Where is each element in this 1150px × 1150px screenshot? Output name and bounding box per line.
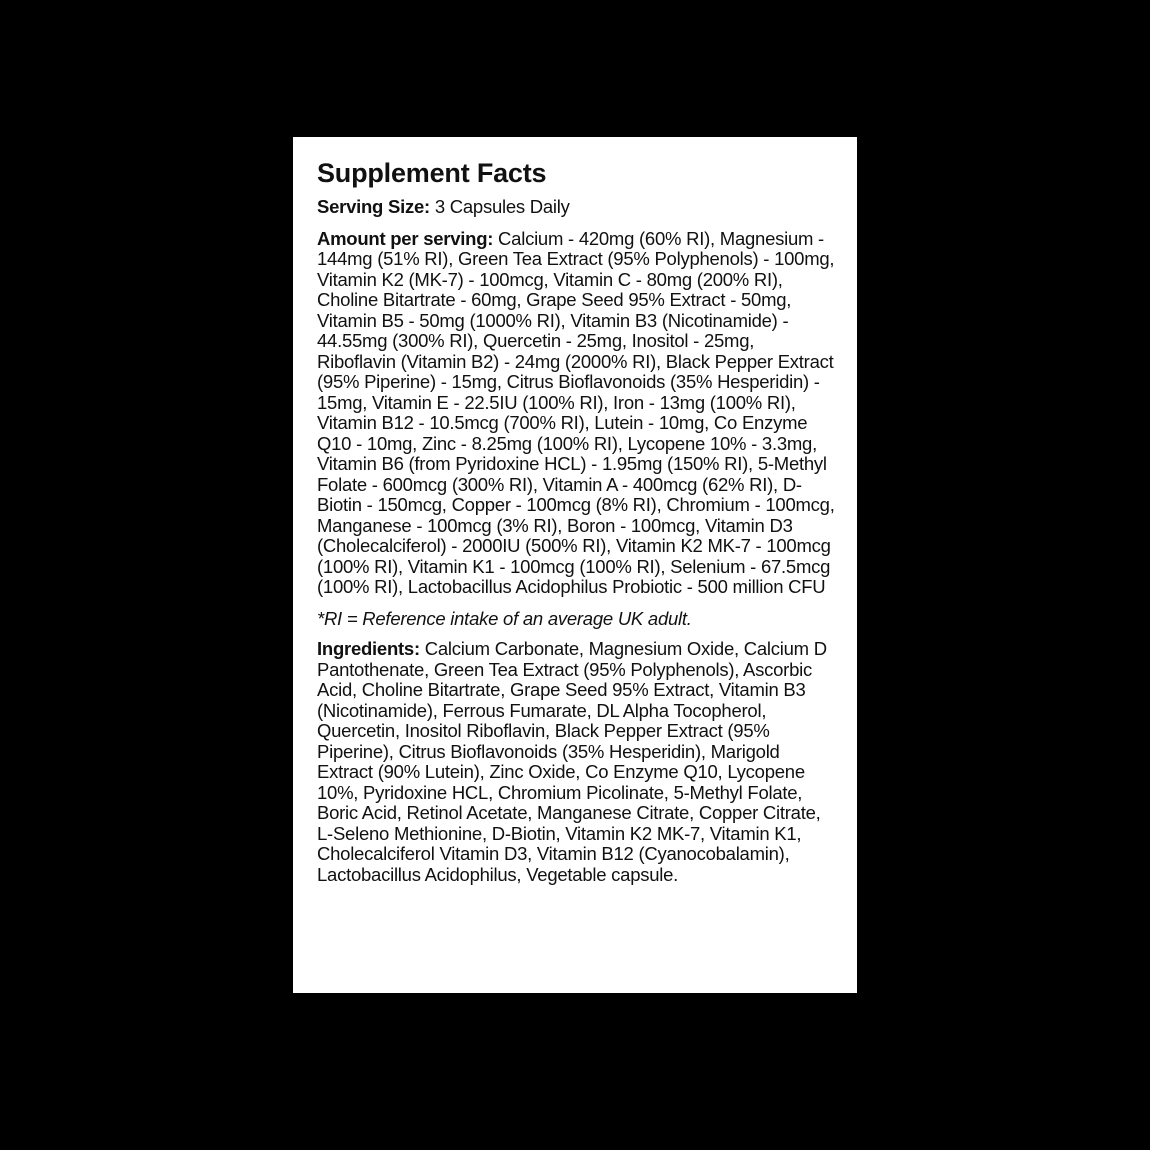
serving-size-section — [317, 197, 835, 218]
reference-intake-footnote: *RI = Reference intake of an average UK adult. — [317, 607, 692, 629]
serving-size-value: 3 Capsules Daily — [429, 196, 570, 217]
supplement-facts-panel — [293, 137, 857, 993]
amount-per-serving-label: Amount per serving: — [317, 227, 494, 249]
supplement-facts-title: Supplement Facts — [317, 158, 547, 188]
ingredients-label: Ingredients: — [317, 638, 420, 659]
serving-size-label: Serving Size: — [317, 196, 430, 217]
ingredients-value: Calcium Carbonate, Magnesium Oxide, Calcium D Pantothenate, Green Tea Extract (95% Polyphenols), Ascorbic Acid, Choline Bitartrate, Grape Seed 95% Extract, Vitamin B3 (Nicotinamide), Ferrous Fumarate, DL Alpha Tocopherol, Quercetin, Inositol Riboflavin, Black Pepper Extract (95% Piperine), Citrus Bioflavonoids (35% Hesperidin), Marigold Extract (90% Lutein), Zinc Oxide, Co Enzyme Q10, Lycopene 10%, Pyridoxine HCL, Chromium Picolinate, 5-Methyl Folate, Boric Acid, Retinol Acetate, Manganese Citrate, Copper Citrate, L-Seleno Methionine, D-Biotin, Vitamin K2 MK-7, Vitamin K1, Cholecalciferol Vitamin D3, Vitamin B12 (Cyanocobalamin), Lactobacillus Acidophilus, Vegetable capsule. — [317, 638, 827, 885]
amount-per-serving-value: Calcium - 420mg (60% RI), Magnesium - 144mg (51% RI), Green Tea Extract (95% Polyphenols) - 100mg, Vitamin K2 (MK-7) - 100mcg, Vitamin C - 80mg (200% RI), Choline Bitartrate - 60mg, Grape Seed 95% Extract - 50mg, Vitamin B5 - 50mg (1000% RI), Vitamin B3 (Nicotinamide) - 44.55mg (300% RI), Quercetin - 25mg, Inositol - 25mg, Riboflavin (Vitamin B2) - 24mg (2000% RI), Black Pepper Extract (95% Piperine) - 15mg, Citrus Bioflavonoids (35% Hesperidin) - 15mg, Vitamin E - 22.5IU (100% RI), Iron - 13mg (100% RI), Vitamin B12 - 10.5mcg (700% RI), Lutein - 10mg, Co Enzyme Q10 - 10mg, Zinc - 8.25mg (100% RI), Lycopene 10% - 3.3mg, Vitamin B6 (from Pyridoxine HCL) - 1.95mg (150% RI), 5-Methyl Folate - 600mcg (300% RI), Vitamin A - 400mcg (62% RI), D-Biotin - 150mcg, Copper - 100mcg (8% RI), Chromium - 100mcg, Manganese - 100mcg (3% RI), Boron - 100mcg, Vitamin D3 (Cholecalciferol) - 2000IU (500% RI), Vitamin K2 MK-7 - 100mcg (100% RI), Vitamin K1 - 100mcg (100% RI), Selenium - 67.5mcg (100% RI), Lactobacillus Acidophilus Probiotic - 500 million CFU — [317, 227, 835, 597]
ingredients-section — [317, 639, 835, 885]
amount-per-serving-section — [317, 229, 835, 598]
